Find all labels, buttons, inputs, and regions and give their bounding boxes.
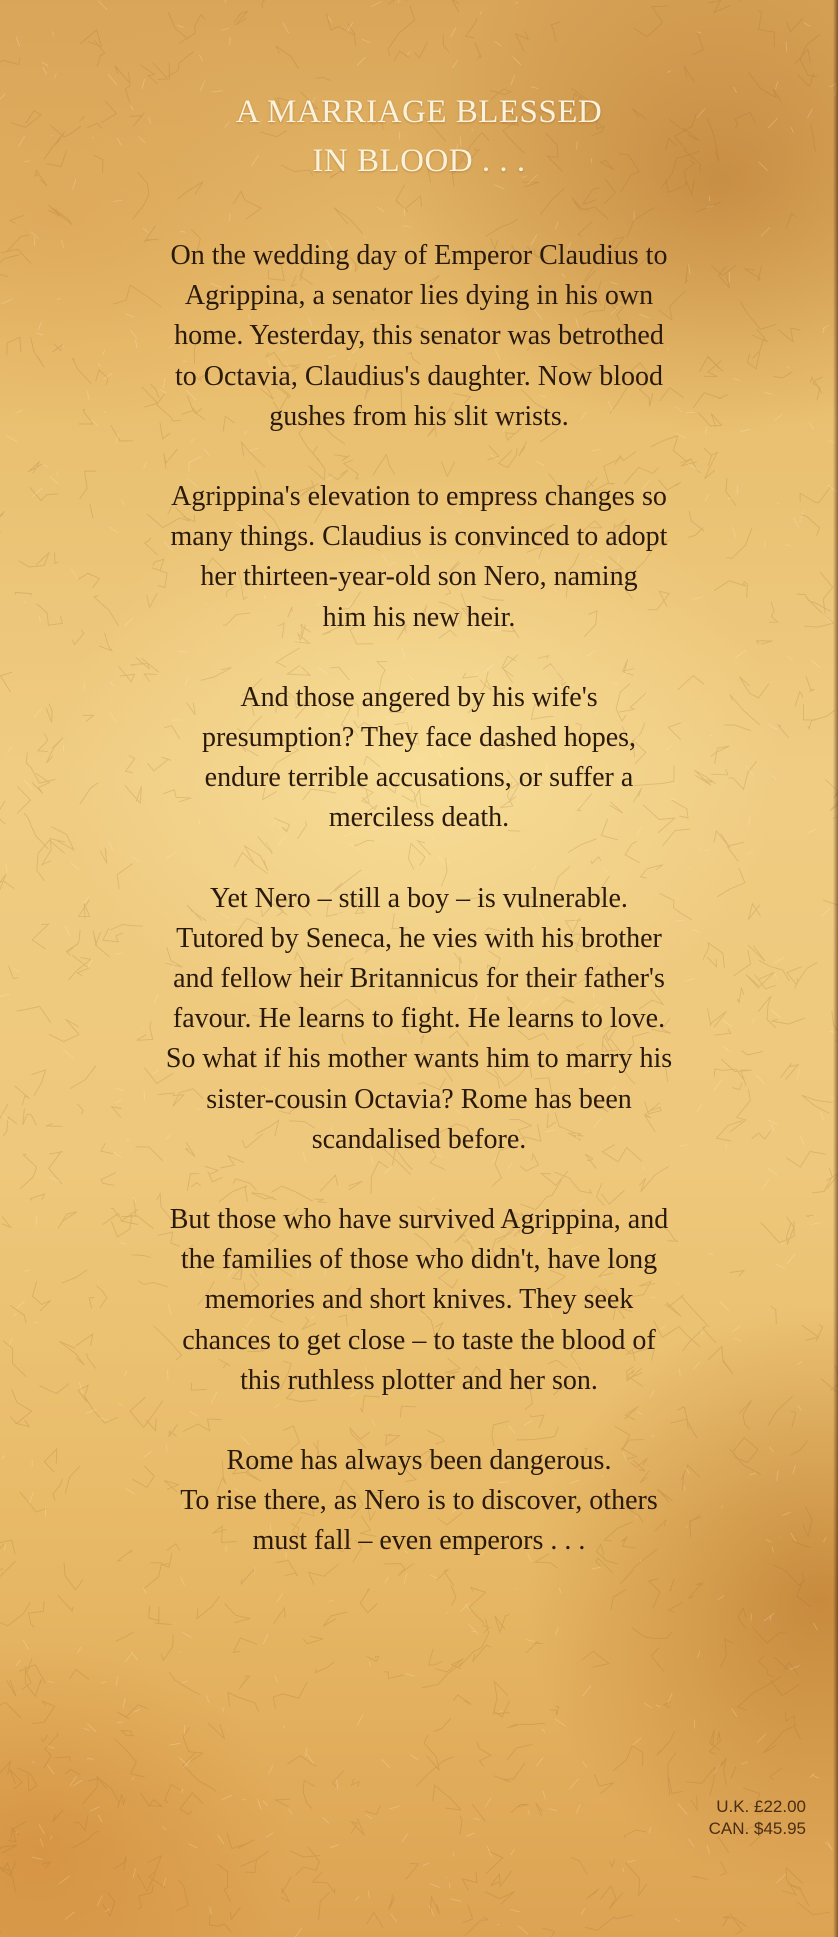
price-block (709, 1796, 806, 1840)
blurb-paragraph-3 (60, 678, 778, 839)
blurb-paragraph-1 (60, 236, 778, 437)
headline-line-2: IN BLOOD . . . (312, 143, 526, 179)
blurb-line: But those who have survived Agrippina, and (169, 1204, 669, 1236)
blurb-line: Agrippina's elevation to empress changes so (171, 481, 667, 513)
blurb-line: scandalised before. (311, 1123, 527, 1155)
price-uk: U.K. £22.00 (716, 1797, 806, 1816)
blurb-line: And those angered by his wife's (240, 681, 598, 713)
blurb-line: must fall – even emperors . . . (252, 1525, 586, 1557)
blurb-line: So what if his mother wants him to marry his (165, 1043, 673, 1075)
blurb-line: sister-cousin Octavia? Rome has been (206, 1083, 632, 1115)
blurb-line: Tutored by Seneca, he vies with his brother (176, 922, 662, 954)
blurb-line: gushes from his slit wrists. (269, 400, 569, 432)
blurb-line: merciless death. (328, 802, 510, 834)
blurb-line: favour. He learns to fight. He learns to love. (172, 1003, 666, 1035)
blurb-line: On the wedding day of Emperor Claudius to (170, 240, 668, 271)
blurb-line: this ruthless plotter and her son. (240, 1364, 598, 1396)
blurb-line: To rise there, as Nero is to discover, others (180, 1485, 658, 1517)
blurb-line: her thirteen-year-old son Nero, naming (200, 561, 638, 593)
blurb-line: the families of those who didn't, have long (180, 1244, 658, 1276)
blurb-paragraph-2 (60, 477, 778, 638)
blurb-paragraph-4 (60, 879, 778, 1160)
blurb-line: him his new heir. (322, 601, 516, 633)
blurb (60, 236, 778, 1602)
headline-line-1: A MARRIAGE BLESSED (235, 94, 603, 130)
price-can: CAN. $45.95 (708, 1819, 806, 1838)
blurb-line: Yet Nero – still a boy – is vulnerable. (210, 882, 628, 914)
blurb-line: chances to get close – to taste the blood of (182, 1324, 656, 1356)
blurb-paragraph-5 (60, 1200, 778, 1401)
blurb-line: presumption? They face dashed hopes, (201, 722, 637, 754)
blurb-line: many things. Claudius is convinced to adopt (170, 521, 668, 553)
blurb-line: Rome has always been dangerous. (226, 1445, 612, 1477)
cover-edge-shadow (833, 0, 838, 1937)
headline (0, 88, 838, 186)
blurb-line: memories and short knives. They seek (204, 1284, 634, 1316)
blurb-line: endure terrible accusations, or suffer a (204, 762, 634, 794)
blurb-line: and fellow heir Britannicus for their father's (173, 963, 665, 995)
blurb-line: to Octavia, Claudius's daughter. Now blood (175, 360, 663, 392)
blurb-paragraph-6 (60, 1441, 778, 1562)
blurb-line: home. Yesterday, this senator was betrothed (174, 320, 664, 352)
blurb-line: Agrippina, a senator lies dying in his own (184, 280, 654, 312)
